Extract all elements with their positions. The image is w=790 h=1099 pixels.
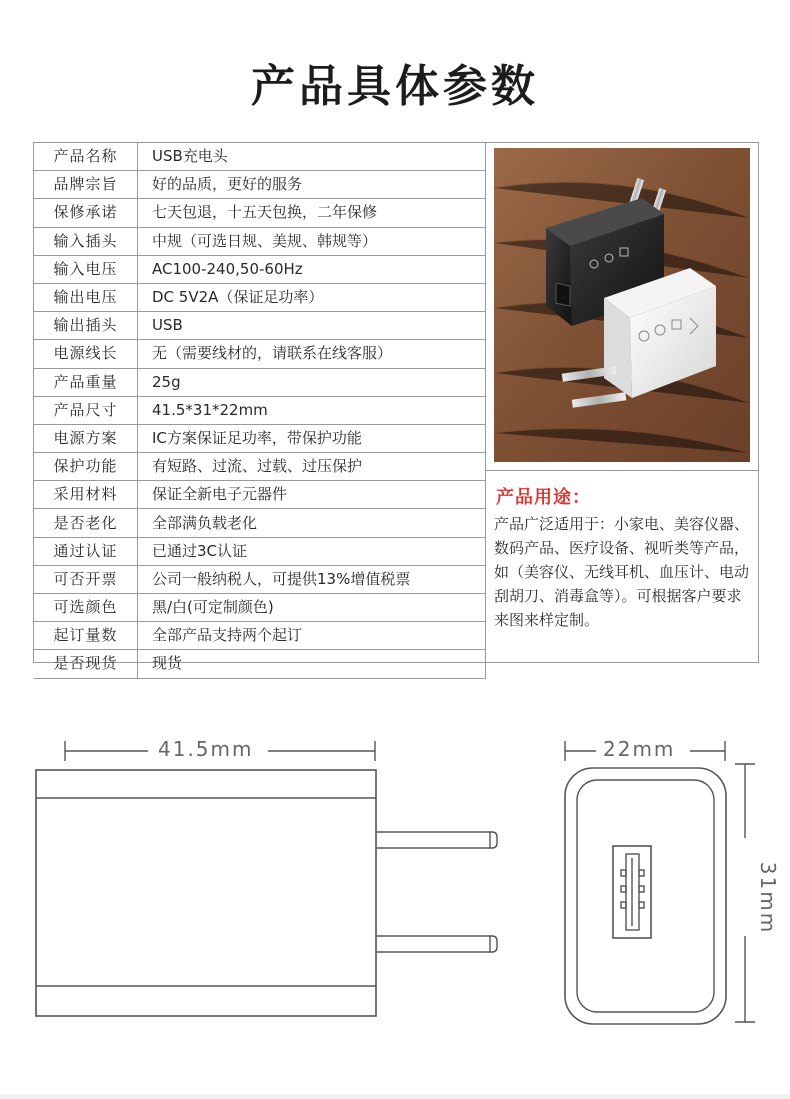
page-title: 产品具体参数 <box>251 61 539 112</box>
spec-row <box>34 565 486 593</box>
spec-value: 保证全新电子元器件 <box>138 481 486 509</box>
side-view-pin-bottom <box>376 936 497 952</box>
spec-key: 产品重量 <box>34 368 138 396</box>
usage-title: 产品用途： <box>496 487 591 508</box>
spec-row <box>34 481 486 509</box>
spec-value: USB充电头 <box>138 143 486 171</box>
spec-row <box>34 312 486 340</box>
spec-value: 好的品质，更好的服务 <box>138 171 486 199</box>
spec-row <box>34 143 486 171</box>
spec-row <box>34 594 486 622</box>
spec-row <box>34 396 486 424</box>
spec-row <box>34 340 486 368</box>
spec-value: 现货 <box>138 650 486 678</box>
spec-value: 七天包退，十五天包换，二年保修 <box>138 199 486 227</box>
spec-row <box>34 255 486 283</box>
spec-row <box>34 453 486 481</box>
spec-row <box>34 424 486 452</box>
spec-value: 25g <box>138 368 486 396</box>
spec-key: 保护功能 <box>34 453 138 481</box>
spec-row <box>34 283 486 311</box>
spec-row <box>34 368 486 396</box>
spec-key: 电源方案 <box>34 424 138 452</box>
spec-key: 可否开票 <box>34 565 138 593</box>
spec-key: 输出插头 <box>34 312 138 340</box>
spec-row <box>34 537 486 565</box>
spec-panel <box>33 142 759 673</box>
footer-strip <box>0 1094 790 1099</box>
front-view-inner <box>577 780 714 1012</box>
spec-key: 保修承诺 <box>34 199 138 227</box>
spec-key: 电源线长 <box>34 340 138 368</box>
spec-value: 黑/白(可定制颜色) <box>138 594 486 622</box>
spec-row <box>34 171 486 199</box>
spec-value: IC方案保证足功率，带保护功能 <box>138 424 486 452</box>
spec-key: 产品名称 <box>34 143 138 171</box>
spec-row <box>34 227 486 255</box>
spec-value: DC 5V2A（保证足功率） <box>138 283 486 311</box>
side-view-pin-top <box>376 832 497 848</box>
spec-value: 公司一般纳税人，可提供13%增值税票 <box>138 565 486 593</box>
spec-key: 输出电压 <box>34 283 138 311</box>
spec-value: 全部满负载老化 <box>138 509 486 537</box>
front-view-outer <box>565 768 726 1024</box>
spec-key: 输入插头 <box>34 227 138 255</box>
spec-row <box>34 199 486 227</box>
spec-value: 已通过3C认证 <box>138 537 486 565</box>
spec-table <box>34 143 486 679</box>
spec-value: 41.5*31*22mm <box>138 396 486 424</box>
spec-key: 采用材料 <box>34 481 138 509</box>
spec-value: 全部产品支持两个起订 <box>138 622 486 650</box>
spec-value: USB <box>138 312 486 340</box>
spec-key: 通过认证 <box>34 537 138 565</box>
spec-value: 有短路、过流、过载、过压保护 <box>138 453 486 481</box>
product-photo <box>494 148 750 462</box>
spec-key: 产品尺寸 <box>34 396 138 424</box>
spec-row <box>34 509 486 537</box>
usage-description: 产品广泛适用于：小家电、美容仪器、数码产品、医疗设备、视听类等产品，如（美容仪、无线耳机、血压计、电动刮胡刀、消毒盒等）。可根据客户要求来图来样定制。 <box>494 515 750 629</box>
spec-row <box>34 622 486 650</box>
spec-key: 品牌宗旨 <box>34 171 138 199</box>
spec-value: 中规（可选日规、美规、韩规等） <box>138 227 486 255</box>
spec-value: 无（需要线材的，请联系在线客服） <box>138 340 486 368</box>
length-label: 41.5mm <box>158 737 254 761</box>
usage-divider <box>486 470 759 471</box>
spec-key: 可选颜色 <box>34 594 138 622</box>
spec-key: 输入电压 <box>34 255 138 283</box>
spec-value: AC100-240,50-60Hz <box>138 255 486 283</box>
height-label: 31mm <box>756 861 780 935</box>
spec-row <box>34 650 486 678</box>
width-label: 22mm <box>603 737 676 761</box>
side-view-body <box>36 770 376 1016</box>
spec-key: 是否老化 <box>34 509 138 537</box>
spec-key: 是否现货 <box>34 650 138 678</box>
spec-key: 起订量数 <box>34 622 138 650</box>
